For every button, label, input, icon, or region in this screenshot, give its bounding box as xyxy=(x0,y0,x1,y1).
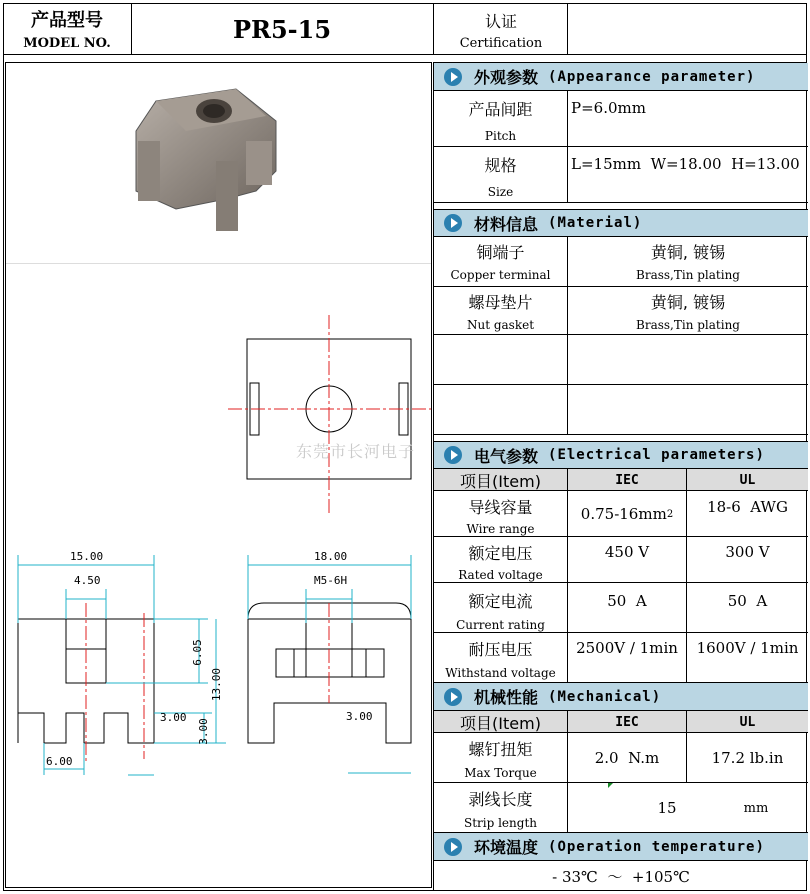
empty-row xyxy=(434,335,808,385)
mechanical-title-en: (Mechanical) xyxy=(548,688,662,705)
appearance-title-cn: 外观参数 xyxy=(474,68,539,87)
current-row xyxy=(434,583,808,633)
item-header: 项目(Item) xyxy=(460,713,541,733)
material-row xyxy=(434,237,808,287)
dim-6-00: 6.00 xyxy=(46,755,73,768)
material-title-en: (Material) xyxy=(548,215,643,231)
torque-ul: 17.2 lb.in xyxy=(711,749,784,767)
electrical-title-en: (Electrical parameters) xyxy=(548,447,765,463)
material-value-cn: 黄铜, 镀锡 xyxy=(650,242,726,262)
mechanical-header xyxy=(434,683,808,711)
ul-header: UL xyxy=(739,472,756,488)
appearance-header xyxy=(434,63,808,91)
current-label-en: Current rating xyxy=(456,618,545,632)
arrow-icon xyxy=(444,838,462,856)
material-label-en: Nut gasket xyxy=(466,318,535,332)
cell-marker xyxy=(608,783,613,788)
dim-6-05: 6.05 xyxy=(190,639,204,666)
model-label-cn: 产品型号 xyxy=(31,10,103,31)
cert-label-cn: 认证 xyxy=(484,11,517,31)
material-label-cn: 螺母垫片 xyxy=(468,292,533,312)
temperature-title-en: (Operation temperature) xyxy=(548,838,765,855)
temperature-title-cn: 环境温度 xyxy=(474,838,539,857)
electrical-title-cn: 电气参数 xyxy=(474,446,539,466)
torque-label-en: Max Torque xyxy=(464,766,537,780)
torque-iec: 2.0 N.m xyxy=(594,749,660,767)
wire-iec-value: 0.75-16mm xyxy=(580,505,667,523)
iec-header: IEC xyxy=(615,472,639,488)
voltage-label-cn: 额定电压 xyxy=(468,543,533,563)
pitch-value: P=6.0mm xyxy=(571,99,646,117)
arrow-icon xyxy=(444,446,462,464)
cert-label-en: Certification xyxy=(459,35,543,51)
material-label-en: Copper terminal xyxy=(450,268,551,282)
product-photo xyxy=(116,81,286,241)
spec-table xyxy=(433,62,807,891)
current-iec: 50 A xyxy=(607,592,647,610)
drawing-panel xyxy=(5,62,432,888)
strip-value: 15 xyxy=(657,799,677,817)
voltage-ul: 300 V xyxy=(725,543,770,561)
torque-row xyxy=(434,733,808,783)
model-label-en: MODEL NO. xyxy=(23,35,111,51)
withstand-iec: 2500V / 1min xyxy=(576,639,678,657)
arrow-icon xyxy=(444,688,462,706)
wire-label-cn: 导线容量 xyxy=(468,497,533,517)
cert-value xyxy=(569,3,805,55)
wire-row xyxy=(434,491,808,537)
arrow-icon xyxy=(444,214,462,232)
dim-3-00-a: 3.00 xyxy=(160,711,187,724)
size-label-cn: 规格 xyxy=(484,155,517,175)
current-ul: 50 A xyxy=(727,592,768,610)
material-title-cn: 材料信息 xyxy=(474,214,539,234)
voltage-row xyxy=(434,537,808,583)
material-header xyxy=(434,209,808,237)
wire-iec-sup: 2 xyxy=(666,508,674,520)
item-header: 项目(Item) xyxy=(460,471,541,491)
withstand-row xyxy=(434,633,808,683)
material-label-cn: 铜端子 xyxy=(476,242,525,262)
dim-15: 15.00 xyxy=(70,550,104,563)
dim-3-00-c: 3.00 xyxy=(346,710,373,723)
strip-label-cn: 剥线长度 xyxy=(468,789,533,809)
torque-label-cn: 螺钉扭矩 xyxy=(468,739,533,759)
empty-row xyxy=(434,385,808,435)
dim-18: 18.00 xyxy=(314,550,348,563)
strip-unit: mm xyxy=(743,800,769,816)
pitch-label-en: Pitch xyxy=(484,129,517,143)
mechanical-title-cn: 机械性能 xyxy=(474,688,539,707)
withstand-ul: 1600V / 1min xyxy=(696,639,799,657)
strip-label-en: Strip length xyxy=(463,816,537,830)
ul-header: UL xyxy=(739,714,756,730)
watermark: 东莞市长河电子 xyxy=(296,442,416,461)
voltage-iec: 450 V xyxy=(604,543,650,561)
material-value-cn: 黄铜, 镀锡 xyxy=(650,292,726,312)
temperature-header xyxy=(434,833,808,861)
model-value: PR5-15 xyxy=(232,14,332,44)
current-label-cn: 额定电流 xyxy=(468,591,533,611)
voltage-label-en: Rated voltage xyxy=(458,568,543,582)
appearance-title-en: (Appearance parameter) xyxy=(548,68,756,85)
wire-ul: 18-6 AWG xyxy=(707,498,788,516)
withstand-label-en: Withstand voltage xyxy=(445,666,556,680)
material-row xyxy=(434,287,808,335)
electrical-header xyxy=(434,441,808,469)
iec-header: IEC xyxy=(615,714,639,730)
dim-m5-6h: M5-6H xyxy=(314,574,348,587)
strip-row xyxy=(434,783,808,833)
header-row xyxy=(3,3,807,55)
size-value: L=15mm W=18.00 H=13.00 xyxy=(571,155,800,173)
material-value-en: Brass,Tin plating xyxy=(636,268,740,282)
technical-drawing xyxy=(6,303,432,823)
dim-3-00-b: 3.00 xyxy=(196,718,210,745)
arrow-icon xyxy=(444,68,462,86)
material-value-en: Brass,Tin plating xyxy=(636,318,740,332)
wire-iec xyxy=(568,491,686,537)
temperature-value: - 33℃ ～ +105℃ xyxy=(552,868,690,886)
pitch-label-cn: 产品间距 xyxy=(468,99,533,119)
withstand-label-cn: 耐压电压 xyxy=(468,639,533,659)
dim-4-50: 4.50 xyxy=(74,574,101,587)
size-label-en: Size xyxy=(487,185,514,199)
wire-label-en: Wire range xyxy=(466,522,535,536)
dim-13-00: 13.00 xyxy=(210,667,224,702)
